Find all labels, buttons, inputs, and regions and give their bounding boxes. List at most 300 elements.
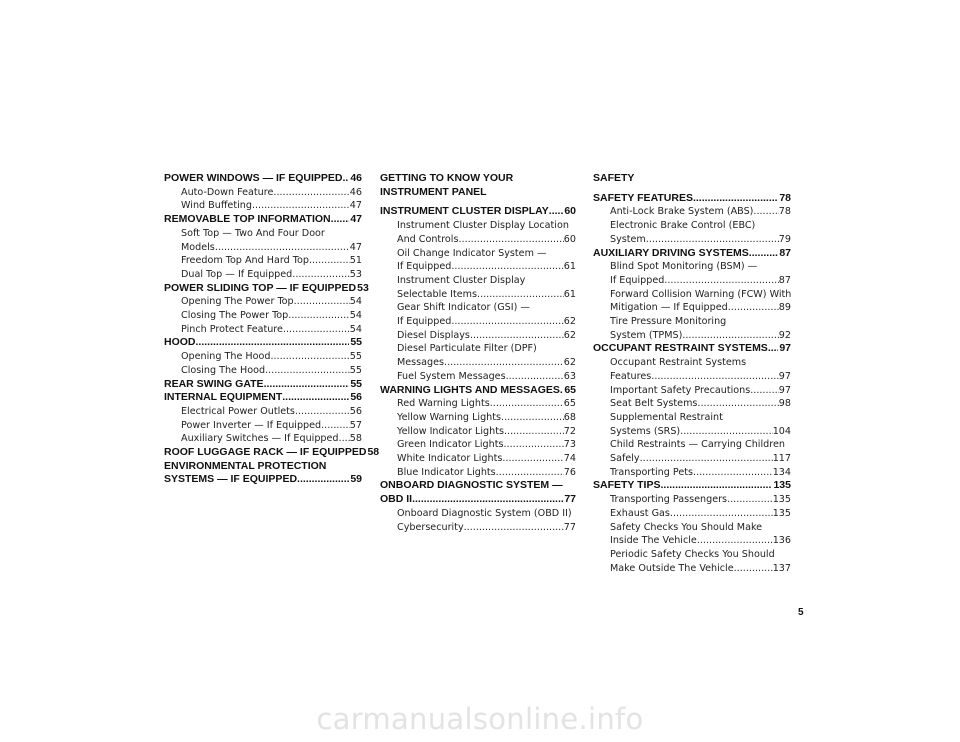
dot-leader xyxy=(288,309,350,323)
toc-page-number: 104 xyxy=(772,425,791,437)
toc-entry-text: SAFETY TIPS xyxy=(593,479,661,492)
toc-entry-text: And Controls xyxy=(397,233,459,245)
toc-entry-text: Opening The Hood xyxy=(181,351,271,363)
toc-page-number: 54 xyxy=(349,310,362,322)
toc-page-number: 54 xyxy=(349,296,362,308)
toc-entry-line xyxy=(397,356,576,370)
toc-entry-text: AUXILIARY DRIVING SYSTEMS xyxy=(593,246,749,259)
toc-column-1 xyxy=(164,172,380,487)
toc-sub-entry xyxy=(380,247,576,274)
toc-sub-entry xyxy=(593,548,791,575)
toc-entry-text: Messages xyxy=(397,357,445,369)
toc-entry-line xyxy=(164,281,369,296)
dot-leader xyxy=(292,268,350,282)
toc-entry-text: Pinch Protect Feature xyxy=(181,323,283,335)
toc-heading-entry xyxy=(164,281,369,296)
toc-entry-text: Instrument Cluster Display Location xyxy=(397,220,569,232)
toc-entry-text: REMOVABLE TOP INFORMATION xyxy=(164,213,331,226)
toc-page-number: 65 xyxy=(564,383,576,396)
toc-sub-entry xyxy=(380,452,576,466)
toc-page-number: 62 xyxy=(563,357,576,369)
toc-entry-line xyxy=(610,452,791,466)
toc-entry-text: Selectable Items xyxy=(397,288,478,300)
toc-sub-entry xyxy=(164,268,362,282)
toc-entry-line xyxy=(610,507,791,521)
toc-page-number: 58 xyxy=(367,446,380,459)
toc-entry-line xyxy=(181,254,362,268)
toc-entry-text: Exhaust Gas xyxy=(610,507,670,519)
section-title xyxy=(593,172,791,186)
toc-page-number: 57 xyxy=(349,419,362,431)
toc-heading-entry xyxy=(593,342,791,356)
toc-page-number: 74 xyxy=(563,453,576,465)
toc-entry-line xyxy=(610,274,791,288)
toc-page-number: 97 xyxy=(779,342,791,355)
toc-entry-text: INTERNAL EQUIPMENT xyxy=(164,391,283,404)
toc-entry-text: Features xyxy=(610,370,652,382)
toc-page-number: 59 xyxy=(350,473,362,486)
toc-entry-line xyxy=(593,479,791,493)
toc-entry-line xyxy=(610,466,791,480)
toc-sub-entry xyxy=(164,419,362,433)
toc-sub-entry xyxy=(593,260,791,287)
dot-leader xyxy=(295,405,350,419)
toc-entry-line xyxy=(610,370,791,384)
dot-leader xyxy=(734,562,773,576)
toc-entry-text: Tire Pressure Monitoring xyxy=(610,316,727,328)
toc-page-number: 135 xyxy=(773,479,791,492)
dot-leader xyxy=(640,452,773,466)
toc-page-number: 77 xyxy=(564,493,576,506)
toc-entry-text: Auto-Down Feature xyxy=(181,186,274,198)
toc-page-number: 87 xyxy=(779,246,791,259)
toc-entry-line xyxy=(397,438,576,452)
toc-entry-line xyxy=(181,419,362,433)
toc-entry-text: OCCUPANT RESTRAINT SYSTEMS xyxy=(593,342,768,355)
dot-leader xyxy=(331,213,350,227)
toc-sub-entry xyxy=(380,425,576,439)
toc-page-number: 98 xyxy=(778,398,791,410)
toc-sub-entry xyxy=(593,438,791,465)
toc-entry-line xyxy=(610,384,791,398)
dot-leader xyxy=(270,350,349,364)
toc-page-number: 62 xyxy=(563,316,576,328)
toc-page-number: 58 xyxy=(349,433,362,445)
toc-heading-entry xyxy=(593,479,791,493)
toc-page-number: 89 xyxy=(778,302,791,314)
toc-entry-text: Green Indicator Lights xyxy=(397,439,504,451)
toc-entry-line xyxy=(397,411,576,425)
dot-leader xyxy=(470,329,564,343)
toc-entry-text: Power Inverter — If Equipped xyxy=(181,419,322,431)
toc-sub-entry xyxy=(380,397,576,411)
toc-heading-entry xyxy=(593,192,791,206)
toc-entry-line xyxy=(181,323,362,337)
toc-entry-line xyxy=(181,364,362,378)
dot-leader xyxy=(412,493,563,507)
toc-page-number: 55 xyxy=(350,377,362,390)
toc-entry-line xyxy=(181,186,362,200)
toc-entry-text: SYSTEMS — IF EQUIPPED xyxy=(164,473,298,486)
toc-page-number: 73 xyxy=(563,439,576,451)
toc-sub-entry xyxy=(593,493,791,507)
dot-leader xyxy=(309,254,350,268)
toc-sub-entry xyxy=(380,438,576,452)
toc-page-number: 78 xyxy=(779,191,791,204)
toc-page-number: 77 xyxy=(563,521,576,533)
toc-entry-line xyxy=(610,493,791,507)
toc-page-number: 47 xyxy=(350,213,362,226)
toc-page-number: 56 xyxy=(350,391,362,404)
dot-leader xyxy=(282,391,349,405)
toc-page-number: 92 xyxy=(778,329,791,341)
toc-heading-entry xyxy=(380,205,576,219)
toc-entry-text: Transporting Passengers xyxy=(610,494,728,506)
toc-sub-entry xyxy=(164,350,362,364)
toc-entry-line xyxy=(164,391,362,405)
toc-entry-line xyxy=(181,268,362,282)
toc-sub-entry xyxy=(593,384,791,398)
toc-entry-line xyxy=(397,329,576,343)
toc-entry-line xyxy=(164,378,362,392)
toc-entry-text: Periodic Safety Checks You Should xyxy=(610,548,775,560)
toc-entry-text: HOOD xyxy=(164,336,196,349)
toc-entry-text: Closing The Power Top xyxy=(181,310,289,322)
toc-page-number: 55 xyxy=(350,336,362,349)
toc-entry-line xyxy=(610,329,791,343)
page-number: 5 xyxy=(798,607,804,618)
dot-leader xyxy=(549,205,564,219)
dot-leader xyxy=(502,452,563,466)
toc-entry-text: Important Safety Precautions xyxy=(610,384,751,396)
section-title-line: PANEL xyxy=(451,185,487,198)
toc-entry-line xyxy=(397,521,576,535)
section-title-line: GETTING TO KNOW YOUR INSTRUMENT xyxy=(380,172,514,198)
toc-page-number: 134 xyxy=(772,466,791,478)
toc-entry-line xyxy=(181,432,362,446)
toc-page-number: 61 xyxy=(563,261,576,273)
dot-leader xyxy=(727,493,773,507)
toc-entry-text: Models xyxy=(181,241,215,253)
toc-entry-text: Safely xyxy=(610,453,640,465)
toc-entry-text: Oil Change Indicator System — xyxy=(397,247,547,259)
toc-sub-entry xyxy=(380,274,576,301)
dot-leader xyxy=(651,370,779,384)
toc-sub-entry xyxy=(164,199,362,213)
toc-entry-text: Make Outside The Vehicle xyxy=(610,562,734,574)
dot-leader xyxy=(196,336,350,350)
toc-page-number: 72 xyxy=(563,425,576,437)
toc-entry-text: Electrical Power Outlets xyxy=(181,405,295,417)
toc-page-number: 62 xyxy=(563,329,576,341)
toc-page-number: 60 xyxy=(563,233,576,245)
dot-leader xyxy=(749,247,779,261)
toc-entry-line xyxy=(610,205,791,219)
toc-entry-text: System xyxy=(610,233,646,245)
dot-leader xyxy=(215,241,350,255)
dot-leader xyxy=(264,378,350,392)
toc-entry-text: SAFETY FEATURES xyxy=(593,191,693,204)
dot-leader xyxy=(728,301,779,315)
dot-leader xyxy=(501,411,564,425)
toc-page-number: 46 xyxy=(349,186,362,198)
toc-page-number: 47 xyxy=(349,241,362,253)
toc-entry-line xyxy=(164,473,362,487)
toc-list xyxy=(593,192,791,576)
dot-leader xyxy=(750,384,779,398)
dot-leader xyxy=(273,186,349,200)
toc-entry-line xyxy=(181,405,362,419)
toc-list xyxy=(380,205,576,534)
toc-sub-entry xyxy=(380,342,576,369)
section-title-line: SAFETY xyxy=(593,172,635,184)
toc-entry-text: Red Warning Lights xyxy=(397,398,490,410)
toc-sub-entry xyxy=(380,466,576,480)
toc-page-number: 137 xyxy=(772,562,791,574)
toc-entry-line xyxy=(610,233,791,247)
toc-sub-entry xyxy=(593,356,791,383)
toc-entry-text: Transporting Pets xyxy=(610,466,694,478)
toc-entry-text: System (TPMS) xyxy=(610,329,683,341)
dot-leader xyxy=(670,507,773,521)
toc-heading-entry xyxy=(164,172,362,186)
toc-entry-text: Systems (SRS) xyxy=(610,425,681,437)
toc-heading-entry xyxy=(164,213,362,227)
toc-page-number: 79 xyxy=(778,233,791,245)
section-title xyxy=(380,172,576,199)
dot-leader xyxy=(458,233,563,247)
toc-page-number: 53 xyxy=(349,268,362,280)
toc-entry-line xyxy=(610,301,791,315)
toc-page-number: 136 xyxy=(772,535,791,547)
toc-entry-line xyxy=(164,172,362,186)
toc-heading-entry xyxy=(380,479,576,506)
dot-leader xyxy=(506,370,564,384)
toc-entry-line xyxy=(397,397,576,411)
toc-entry-line xyxy=(397,315,576,329)
toc-entry-text: Fuel System Messages xyxy=(397,370,506,382)
toc-sub-entry xyxy=(164,186,362,200)
toc-entry-line xyxy=(397,260,576,274)
toc-entry-line xyxy=(397,370,576,384)
toc-sub-entry xyxy=(593,205,791,219)
dot-leader xyxy=(294,295,350,309)
toc-page-number: 51 xyxy=(349,255,362,267)
toc-heading-entry xyxy=(593,247,791,261)
toc-entry-line xyxy=(181,309,362,323)
toc-heading-entry xyxy=(164,336,362,350)
dot-leader xyxy=(697,534,773,548)
dot-leader xyxy=(753,205,778,219)
dot-leader xyxy=(490,397,564,411)
toc-entry-text: Instrument Cluster Display xyxy=(397,274,526,286)
toc-page-number: 46 xyxy=(350,172,362,184)
toc-sub-entry xyxy=(380,370,576,384)
toc-entry-line xyxy=(397,466,576,480)
dot-leader xyxy=(504,425,564,439)
dot-leader xyxy=(321,419,350,433)
watermark: carmanualsonline.info xyxy=(316,702,644,736)
toc-entry-text: If Equipped xyxy=(610,274,665,286)
dot-leader xyxy=(697,397,778,411)
dot-leader xyxy=(477,288,564,302)
toc-entry-text: Dual Top — If Equipped xyxy=(181,268,293,280)
toc-page-number: 117 xyxy=(772,453,791,465)
toc-entry-line xyxy=(164,336,362,350)
toc-sub-entry xyxy=(164,364,362,378)
toc-entry-text: White Indicator Lights xyxy=(397,453,503,465)
toc-entry-text: OBD II xyxy=(380,493,413,506)
toc-page-number: 97 xyxy=(778,384,791,396)
toc-entry-text: Child Restraints — Carrying Children xyxy=(610,439,785,451)
toc-sub-entry xyxy=(380,411,576,425)
toc-entry-text: ROOF LUGGAGE RACK — IF EQUIPPED xyxy=(164,446,367,459)
dot-leader xyxy=(265,364,350,378)
toc-sub-entry xyxy=(593,507,791,521)
toc-entry-text: Blue Indicator Lights xyxy=(397,466,496,478)
toc-entry-text: Opening The Power Top xyxy=(181,296,294,308)
dot-leader xyxy=(693,466,773,480)
toc-entry-text: Blind Spot Monitoring (BSM) — xyxy=(610,261,758,273)
toc-entry-text: Mitigation — If Equipped xyxy=(610,302,728,314)
toc-entry-line xyxy=(164,213,362,227)
toc-entry-line xyxy=(397,425,576,439)
toc-sub-entry xyxy=(164,295,362,309)
toc-sub-entry xyxy=(593,288,791,315)
toc-entry-text: Forward Collision Warning (FCW) With xyxy=(610,288,792,300)
toc-sub-entry xyxy=(164,405,362,419)
toc-entry-line xyxy=(380,384,576,398)
toc-sub-entry xyxy=(593,466,791,480)
toc-page-number: 61 xyxy=(563,288,576,300)
dot-leader xyxy=(664,274,778,288)
toc-entry-text: Safety Checks You Should Make xyxy=(610,521,763,533)
toc-entry-text: POWER SLIDING TOP — IF EQUIPPED xyxy=(164,281,357,294)
toc-entry-text: POWER WINDOWS — IF EQUIPPED xyxy=(164,172,343,184)
toc-entry-text: If Equipped xyxy=(397,261,452,273)
toc-entry-text: Anti-Lock Brake System (ABS) xyxy=(610,206,754,218)
toc-entry-line xyxy=(181,350,362,364)
dot-leader xyxy=(646,233,779,247)
toc-page-number: 97 xyxy=(778,370,791,382)
toc-entry-text: Auxiliary Switches — If Equipped xyxy=(181,433,339,445)
toc-sub-entry xyxy=(593,411,791,438)
toc-entry-text: Closing The Hood xyxy=(181,364,266,376)
toc-page-number: 54 xyxy=(349,323,362,335)
toc-entry-line xyxy=(397,452,576,466)
toc-entry-line xyxy=(593,342,791,356)
dot-leader xyxy=(680,425,773,439)
dot-leader xyxy=(464,521,564,535)
toc-heading-entry xyxy=(164,391,362,405)
toc-heading-entry xyxy=(164,460,362,487)
toc-entry-text: Onboard Diagnostic System (OBD II) xyxy=(397,507,572,519)
toc-entry-text: Cybersecurity xyxy=(397,521,464,533)
toc-entry-text: Electronic Brake Control (EBC) xyxy=(610,220,756,232)
toc-entry-line xyxy=(610,397,791,411)
toc-entry-line xyxy=(380,205,576,219)
toc-entry-text: WARNING LIGHTS AND MESSAGES xyxy=(380,383,560,396)
toc-entry-line xyxy=(181,295,362,309)
toc-sub-entry xyxy=(380,329,576,343)
toc-entry-line xyxy=(397,233,576,247)
dot-leader xyxy=(768,342,778,356)
toc-sub-entry xyxy=(380,301,576,328)
dot-leader xyxy=(682,329,778,343)
toc-page-number: 55 xyxy=(349,364,362,376)
toc-heading-entry xyxy=(164,446,380,460)
dot-leader xyxy=(661,479,773,493)
toc-entry-text: If Equipped xyxy=(397,316,452,328)
toc-sub-entry xyxy=(164,432,362,446)
toc-entry-text: Freedom Top And Hard Top xyxy=(181,255,309,267)
toc-entry-line xyxy=(380,493,576,507)
toc-sub-entry xyxy=(380,507,576,534)
toc-page-number: 55 xyxy=(349,351,362,363)
toc-sub-entry xyxy=(164,227,362,254)
toc-heading-entry xyxy=(164,378,362,392)
dot-leader xyxy=(297,473,349,487)
toc-entry-line xyxy=(610,562,791,576)
toc-entry-line xyxy=(164,446,380,460)
toc-entry-line xyxy=(397,288,576,302)
toc-page-number: 76 xyxy=(563,466,576,478)
toc-entry-line xyxy=(181,199,362,213)
toc-page-number: 56 xyxy=(349,405,362,417)
toc-page-number: 65 xyxy=(563,398,576,410)
toc-sub-entry xyxy=(593,397,791,411)
toc-entry-text: Occupant Restraint Systems xyxy=(610,357,747,369)
toc-page-number: 63 xyxy=(563,370,576,382)
toc-entry-line xyxy=(593,192,791,206)
toc-page-number: 60 xyxy=(564,205,576,218)
toc-entry-text: Diesel Displays xyxy=(397,329,470,341)
toc-entry-text: Gear Shift Indicator (GSI) — xyxy=(397,302,530,314)
toc-entry-text: Inside The Vehicle xyxy=(610,535,697,547)
toc-sub-entry xyxy=(380,219,576,246)
toc-entry-text: ONBOARD DIAGNOSTIC SYSTEM — xyxy=(380,479,563,492)
dot-leader xyxy=(339,432,350,446)
dot-leader xyxy=(693,192,778,206)
dot-leader xyxy=(252,199,350,213)
toc-entry-text: Diesel Particulate Filter (DPF) xyxy=(397,343,537,355)
toc-sub-entry xyxy=(164,254,362,268)
toc-page-number: 68 xyxy=(563,411,576,423)
toc-page-number: 47 xyxy=(349,200,362,212)
toc-page-number: 135 xyxy=(772,494,791,506)
toc-page-number: 53 xyxy=(357,281,369,294)
toc-entry-text: Yellow Warning Lights xyxy=(397,411,502,423)
toc-entry-line xyxy=(593,247,791,261)
toc-entry-text: ENVIRONMENTAL PROTECTION xyxy=(164,459,327,472)
toc-sub-entry xyxy=(593,521,791,548)
toc-entry-line xyxy=(181,241,362,255)
toc-sub-entry xyxy=(593,315,791,342)
toc-page-number: 87 xyxy=(778,274,791,286)
toc-entry-text: Yellow Indicator Lights xyxy=(397,425,504,437)
toc-sub-entry xyxy=(164,309,362,323)
dot-leader xyxy=(451,260,563,274)
toc-page-number: 135 xyxy=(772,507,791,519)
dot-leader xyxy=(504,438,564,452)
toc-entry-text: Wind Buffeting xyxy=(181,200,252,212)
dot-leader xyxy=(283,323,350,337)
toc-entry-line xyxy=(610,425,791,439)
toc-entry-text: INSTRUMENT CLUSTER DISPLAY xyxy=(380,205,549,218)
toc-heading-entry xyxy=(380,384,576,398)
toc-entry-text: Supplemental Restraint xyxy=(610,411,723,423)
toc-sub-entry xyxy=(164,323,362,337)
